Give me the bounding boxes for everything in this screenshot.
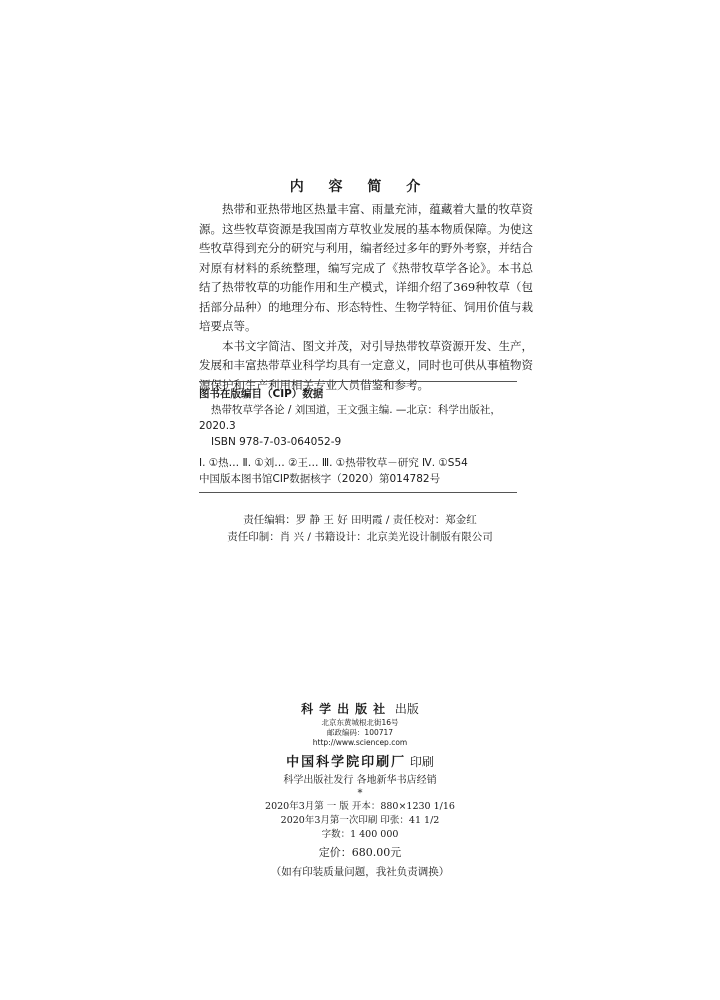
summary-paragraph-2: 本书文字简洁、图文并茂，对引导热带牧草资源开发、生产，发展和丰富热带草业科学均具有一定意义，同时也可供从事植物资源保护和生产利用相关专业人员借鉴和参考。 xyxy=(199,338,533,392)
separator-star: * xyxy=(357,788,363,799)
cip-title: 图书在版编目（CIP）数据 xyxy=(199,388,324,400)
publisher-suffix: 出版 xyxy=(394,702,419,716)
publisher-postcode: 邮政编码：100717 xyxy=(326,728,394,737)
distribution-line: 科学出版社发行 各地新华书店经销 xyxy=(283,775,437,786)
staff-credits xyxy=(0,512,720,546)
price: 定价：680.00元 xyxy=(318,846,402,859)
cip-date: 2020.3 xyxy=(199,420,236,432)
imprint-block xyxy=(0,700,720,881)
cip-data-block xyxy=(199,381,517,493)
cip-record-number: 中国版本图书馆CIP数据核字（2020）第014782号 xyxy=(199,473,441,485)
cip-classification: Ⅰ. ①热… Ⅱ. ①刘… ②王… Ⅲ. ①热带牧草－研究 Ⅳ. ①S54 xyxy=(199,457,468,469)
edition-line: 2020年3月第 一 版 开本：880×1230 1/16 xyxy=(265,801,455,812)
summary-body xyxy=(199,200,533,395)
printer-line xyxy=(0,752,720,773)
quality-notice: （如有印装质量问题，我社负责调换） xyxy=(270,866,450,878)
printing-line: 2020年3月第一次印刷 印张：41 1/2 xyxy=(280,815,440,826)
publisher-line xyxy=(0,700,720,718)
word-count: 字数：1 400 000 xyxy=(321,829,399,840)
staff-printing: 责任印制：肖 兴 / 书籍设计：北京美光设计制版有限公司 xyxy=(227,531,493,543)
cip-bibliographic-line: 热带牧草学各论 / 刘国道，王文强主编. —北京：科学出版社， xyxy=(211,404,501,416)
printer-name: 中国科学院印刷厂 xyxy=(286,755,407,770)
publisher-address: 北京东黄城根北街16号 xyxy=(321,718,399,727)
summary-paragraph-1: 热带和亚热带地区热量丰富、雨量充沛，蕴藏着大量的牧草资源。这些牧草资源是我国南方草牧业发展的基本物质保障。为使这些牧草得到充分的研究与利用，编者经过多年的野外考察，并结合对原有材料的系统整理，编写完成了《热带牧草学各论》。本书总结了热带牧草的功能作用和生产模式，详细介绍了369种牧草（包括部分品种）的地理分布、形态特性、生物学特征、饲用价值与栽培要点等。 xyxy=(199,202,533,333)
cip-isbn: ISBN 978-7-03-064052-9 xyxy=(211,436,342,448)
publisher-website: http://www.sciencep.com xyxy=(312,738,408,747)
printer-suffix: 印刷 xyxy=(409,755,434,769)
staff-editors: 责任编辑：罗 静 王 好 田明霞 / 责任校对：郑金红 xyxy=(243,514,477,526)
summary-title: 内 容 简 介 xyxy=(289,179,431,195)
publisher-name: 科学出版社 xyxy=(301,702,392,716)
